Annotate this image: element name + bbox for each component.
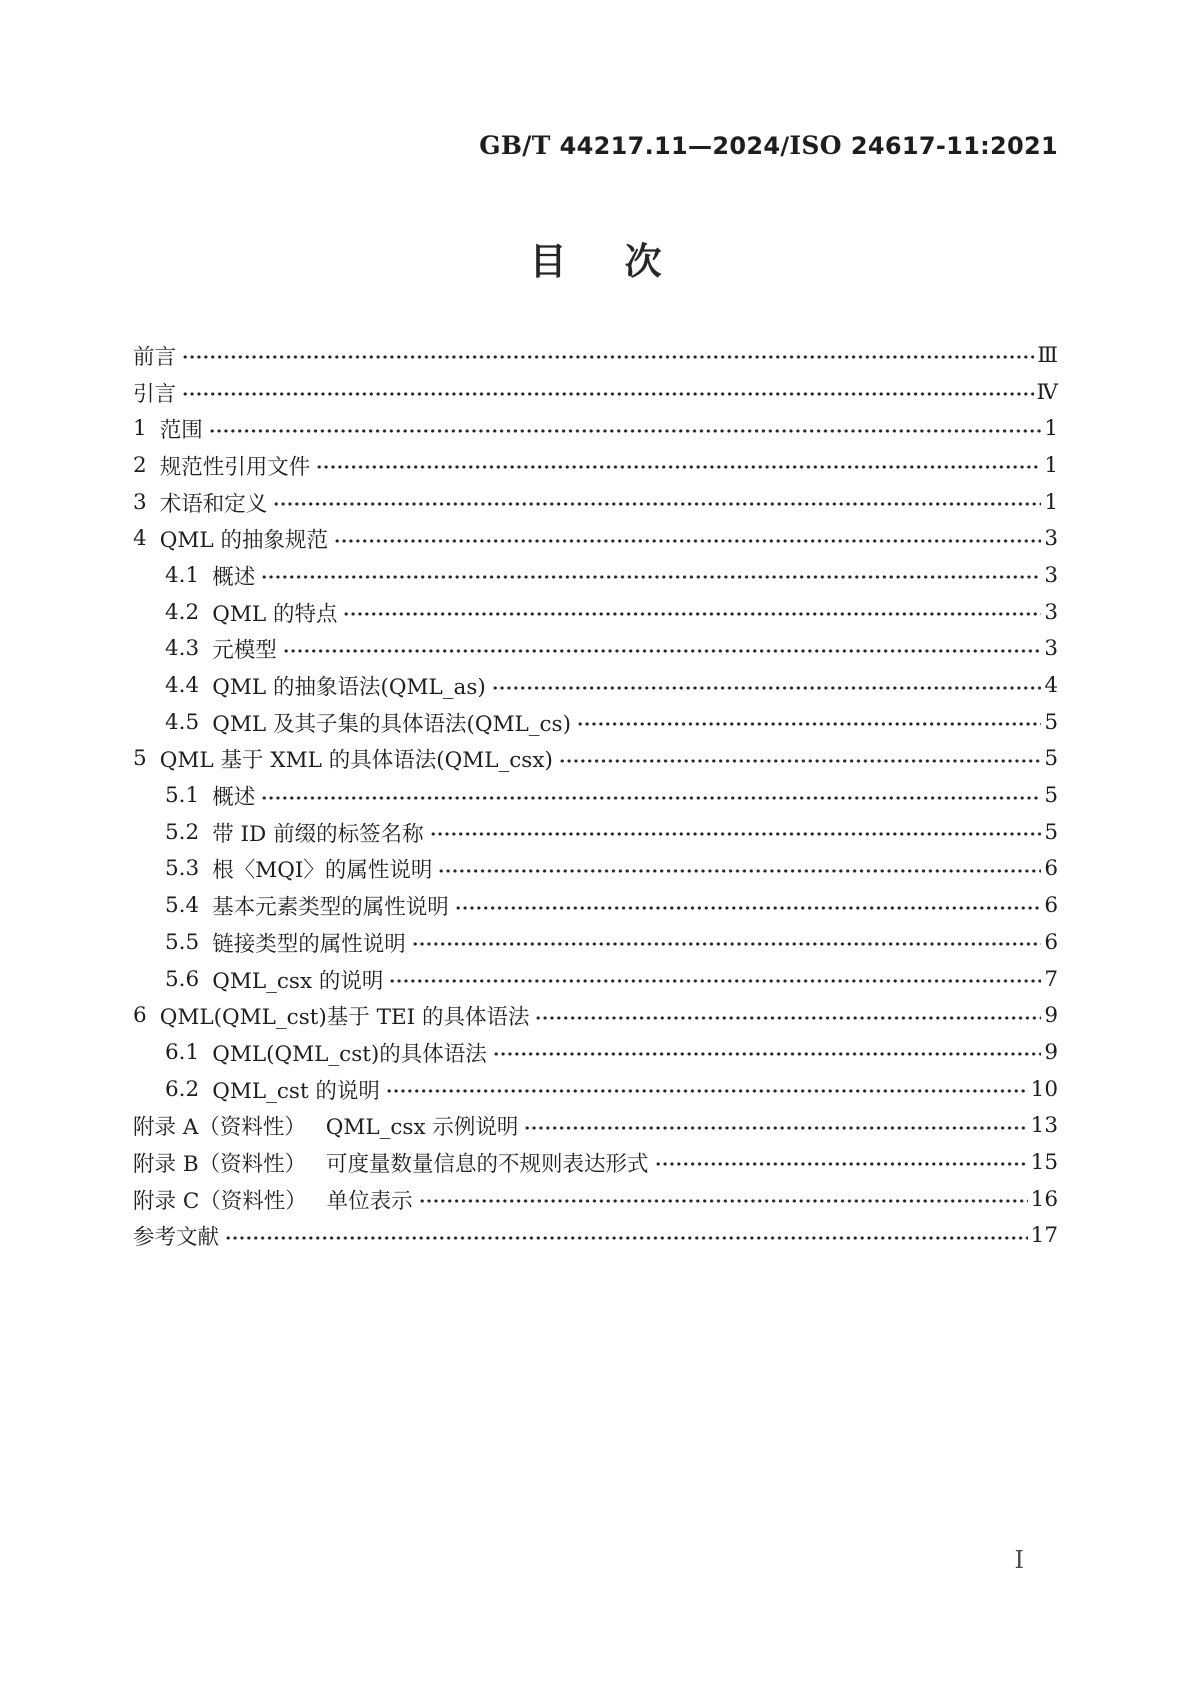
dot-leader	[317, 464, 1041, 470]
standard-number-part: 24617-11:2021	[850, 132, 1058, 160]
toc-entry	[133, 777, 1058, 814]
toc-entry-number: 4.5	[165, 709, 200, 735]
dot-leader	[387, 1088, 1028, 1094]
dot-leader	[420, 1198, 1028, 1204]
toc-entry-page: 3	[1044, 526, 1058, 552]
toc-entry-number: 6.2	[165, 1076, 200, 1102]
toc-entry-title: 术语和定义	[159, 491, 268, 517]
dot-leader	[390, 978, 1041, 984]
toc-entry-number: 6	[133, 1003, 147, 1029]
dot-leader	[525, 1125, 1027, 1131]
toc-entry	[133, 741, 1058, 778]
toc-entry-title: QML_csx 的说明	[212, 968, 384, 994]
toc-entry-title: 可度量数量信息的不规则表达形式	[325, 1151, 649, 1177]
toc-entry-title: 概述	[212, 785, 256, 811]
toc-entry-title: 根〈MQI〉的属性说明	[212, 858, 433, 884]
toc-entry-number: 5.5	[165, 929, 200, 955]
toc-entry	[133, 667, 1058, 704]
footer-page-number: Ⅰ	[1014, 1546, 1024, 1574]
toc-entry-page: Ⅳ	[1036, 379, 1058, 405]
toc-entry-page: 4	[1044, 673, 1058, 699]
toc-entry-page: 6	[1044, 929, 1058, 955]
toc-entry-number: 4.4	[165, 673, 200, 699]
toc-entry-page: 7	[1044, 966, 1058, 992]
toc-entry-page: 5	[1044, 709, 1058, 735]
toc-entry-number: 2	[133, 452, 147, 478]
dot-leader	[262, 795, 1041, 801]
toc-entry	[133, 1034, 1058, 1071]
toc-entry	[133, 704, 1058, 741]
toc-entry	[133, 1218, 1058, 1255]
toc-entry-number: 4.3	[165, 636, 200, 662]
toc-entry-number: 5.4	[165, 893, 200, 919]
toc-entry-title: 链接类型的属性说明	[212, 931, 406, 957]
toc-entry-page: 5	[1044, 783, 1058, 809]
toc-entry-title: QML 及其子集的具体语法(QML_cs)	[212, 711, 571, 737]
toc-entry-number: 5.6	[165, 966, 200, 992]
toc-entry-number: 5.1	[165, 783, 200, 809]
toc-entry-number: 4	[133, 526, 147, 552]
toc-entry-page: 16	[1030, 1186, 1058, 1212]
toc-entry-title: QML 的抽象规范	[159, 528, 328, 554]
toc-entry-page: 15	[1030, 1149, 1058, 1175]
dot-leader	[493, 685, 1042, 691]
toc-entry	[133, 594, 1058, 631]
toc-entry-title: QML_csx 示例说明	[325, 1115, 519, 1141]
dot-leader	[494, 1051, 1042, 1057]
dot-leader	[656, 1161, 1028, 1167]
toc-entry-page: 1	[1044, 489, 1058, 515]
toc-entry	[133, 1107, 1058, 1144]
dot-leader	[439, 868, 1041, 874]
toc-entry-title: 基本元素类型的属性说明	[212, 895, 449, 921]
toc-entry-page: 5	[1044, 819, 1058, 845]
toc-entry-number: 附录 A（资料性）	[133, 1115, 313, 1141]
toc-entry	[133, 997, 1058, 1034]
toc-entry	[133, 924, 1058, 961]
toc-entry-title: QML_cst 的说明	[212, 1078, 380, 1104]
standard-number-part: 44217.11—2024/	[559, 132, 790, 160]
toc-entry-number: 1	[133, 416, 147, 442]
page-title	[0, 240, 1191, 283]
toc-entry	[133, 1071, 1058, 1108]
toc-entry-page: 1	[1044, 416, 1058, 442]
toc-entry	[133, 851, 1058, 888]
toc-entry-title: QML 基于 XML 的具体语法(QML_csx)	[159, 748, 553, 774]
toc-entry-page: Ⅲ	[1037, 342, 1058, 368]
dot-leader	[536, 1015, 1041, 1021]
toc-entry-title: QML 的特点	[212, 601, 338, 627]
toc-entry-number: 3	[133, 489, 147, 515]
dot-leader	[335, 538, 1041, 544]
toc-entry-number: 6.1	[165, 1039, 200, 1065]
dot-leader	[431, 831, 1042, 837]
toc-entry-page: 9	[1044, 1003, 1058, 1029]
toc-entry	[133, 557, 1058, 594]
standard-number-part: ISO	[789, 131, 851, 160]
toc-entry-page: 3	[1044, 562, 1058, 588]
page-title-char: 目	[529, 240, 567, 283]
toc-entry-title: QML(QML_cst)的具体语法	[212, 1041, 487, 1067]
dot-leader	[210, 428, 1042, 434]
toc-entry-title: 规范性引用文件	[159, 454, 311, 480]
toc-entry	[133, 814, 1058, 851]
dot-leader	[183, 354, 1034, 360]
toc-entry-title: 范围	[159, 418, 203, 444]
toc-entry-title: 概述	[212, 564, 256, 590]
toc-entry	[133, 961, 1058, 998]
toc-entry-title: 参考文献	[133, 1225, 220, 1251]
toc-entry-number: 5.3	[165, 856, 200, 882]
toc-entry-page: 13	[1030, 1113, 1058, 1139]
toc-entry-page: 3	[1044, 599, 1058, 625]
toc-entry-title: 前言	[133, 344, 177, 370]
toc-entry	[133, 1144, 1058, 1181]
toc-entry	[133, 447, 1058, 484]
toc-entry-page: 5	[1044, 746, 1058, 772]
toc-entry	[133, 520, 1058, 557]
toc-entry-page: 10	[1030, 1076, 1058, 1102]
toc-entry	[133, 887, 1058, 924]
toc-entry	[133, 1181, 1058, 1218]
toc-entry-title: QML(QML_cst)基于 TEI 的具体语法	[159, 1005, 530, 1031]
dot-leader	[226, 1235, 1028, 1241]
dot-leader	[413, 941, 1042, 947]
toc-entry-page: 1	[1044, 452, 1058, 478]
toc-entry-number: 5.2	[165, 819, 200, 845]
toc-entry-title: 带 ID 前缀的标签名称	[212, 821, 424, 847]
toc-entry-title: 元模型	[212, 638, 277, 664]
standard-number	[479, 131, 1058, 160]
toc-list	[133, 337, 1058, 1254]
toc-entry-number: 4.2	[165, 599, 200, 625]
standard-number-part: GB/T	[479, 131, 560, 160]
toc-entry	[133, 337, 1058, 374]
page-title-char: 次	[624, 240, 662, 283]
toc-entry-page: 3	[1044, 636, 1058, 662]
toc-entry-number: 附录 C（资料性）	[133, 1188, 314, 1214]
toc-entry-title: 单位表示	[326, 1188, 413, 1214]
dot-leader	[262, 574, 1041, 580]
dot-leader	[578, 721, 1041, 727]
toc-entry-title: QML 的抽象语法(QML_as)	[212, 675, 486, 701]
toc-entry-number: 4.1	[165, 562, 200, 588]
toc-entry-number: 附录 B（资料性）	[133, 1151, 313, 1177]
toc-entry-page: 6	[1044, 893, 1058, 919]
toc-entry-page: 17	[1030, 1223, 1058, 1249]
dot-leader	[183, 391, 1034, 397]
toc-entry	[133, 631, 1058, 668]
toc-entry-page: 6	[1044, 856, 1058, 882]
dot-leader	[344, 611, 1041, 617]
toc-entry	[133, 410, 1058, 447]
toc-entry	[133, 484, 1058, 521]
dot-leader	[456, 905, 1042, 911]
toc-entry-number: 5	[133, 746, 147, 772]
dot-leader	[274, 501, 1041, 507]
toc-entry-page: 9	[1044, 1039, 1058, 1065]
dot-leader	[560, 758, 1041, 764]
toc-entry	[133, 374, 1058, 411]
toc-entry-title: 引言	[133, 381, 177, 407]
dot-leader	[284, 648, 1042, 654]
